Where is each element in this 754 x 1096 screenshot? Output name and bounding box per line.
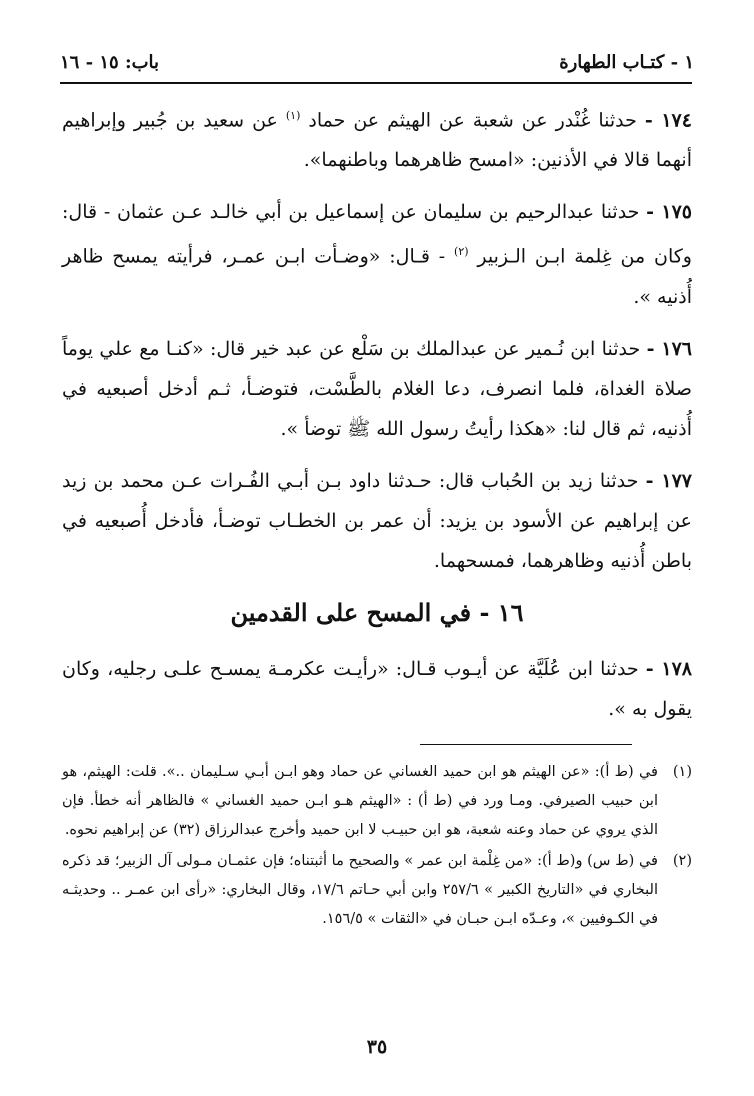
footnote-text: في (ط س) و(ط أ): «من غِلْمة ابن عمر » والصحيح ما أثبتناه؛ فإن عثمـان مـولى آل الزبير؛ قد ذكره البخاري في «التاريخ الكبير » ٢٥٧/٦ وابن أبي حـاتم ١٧/٦، وقال البخاري: «رأى ابن عمـر .. وحديثـه في الكـوفيين »، وعـدّه ابـن حبـان في «الثقات » ١٥٦/٥.	[62, 853, 658, 927]
footnote-ref[interactable]: (٢)	[454, 245, 469, 259]
hadith-176	[62, 329, 692, 449]
hadith-text: حدثنا ابن نُـمير عن عبدالملك بن سَلْع عن عبد خير قال: «كنـا مع علي يوماً صلاة الغداة، فلما انصرف، دعا الغلام بالطَّسْت، فتوضـأ، ثـم أدخل أصبعيه في أُذنيه، ثم قال لنا: «هكذا رأيتُ رسول الله ﷺ توضأ ».	[62, 337, 692, 440]
footnote-body	[62, 758, 658, 845]
footnote-mark: (٢)	[672, 853, 692, 869]
chapter-range: باب: ١٥ - ١٦	[60, 51, 160, 73]
hadith-text: عن سعيد بن جُبير وإبراهيم أنهما قالا في الأذنين: «امسح ظاهرهما وباطنهما».	[62, 109, 692, 172]
footnote-1	[62, 758, 692, 845]
footnotes	[62, 758, 692, 936]
hadith-175	[62, 192, 692, 316]
hadith-text: حدثنا ابن عُلَيَّة عن أيـوب قـال: «رأيـت عكرمـة يمسـح علـى رجليه، وكان يقول به ».	[62, 657, 692, 720]
hadith-178	[62, 649, 692, 729]
footnote-2	[62, 847, 692, 934]
hadith-text: حدثنا غُنْدر عن شعبة عن الهيثم عن حماد	[308, 109, 637, 132]
hadith-177	[62, 461, 692, 581]
footnote-text: في (ط أ): «عن الهيثم هو ابن حميد الغساني عن حماد وهو ابـن أبـي سـليمان ..». قلت: الهيثم، هو ابن حبيب الصيرفي. ومـا ورد في (ط أ) : «الهيثم هـو ابـن حميد الغساني » فالظاهر أنه خطأ. فإن الذي يروي عن حماد وعنه شعبة، هو ابن حبيـب لا ابن حميد وأخرج عبدالرزاق (٣٢) عن إبراهيم نحوه.	[62, 764, 658, 838]
hadith-text: - قـال: «وضـأت ابـن عمـر، فرأيته يمسح ظاهر أُذنيه ».	[62, 245, 692, 308]
hadith-text: حدثنا زيد بن الحُباب قال: حـدثنا داود بـن أبـي الفُـرات عـن محمد بن زيد عن إبراهيم عن الأسود بن يزيد: أن عمر بن الخطـاب توضـأ، فأدخل أُصبعيه في باطن أُذنيه وظاهرهما، فمسحهما.	[62, 469, 692, 572]
running-header	[60, 44, 694, 80]
hadith-text: حدثنا عبدالرحيم بن سليمان عن إسماعيل بن أبي خالـد عـن عثمان - قال: وكان من غِلمة ابـن الـزبير	[62, 201, 692, 268]
hadith-number: ١٧٧ -	[645, 469, 692, 492]
main-text	[62, 96, 692, 741]
book-title: ١ - كتـاب الطهارة	[559, 51, 694, 73]
hadith-number: ١٧٤ -	[644, 109, 692, 132]
chapter-heading: ١٦ - في المسح على القدمين	[230, 597, 524, 627]
header-rule	[60, 82, 692, 84]
hadith-number: ١٧٥ -	[646, 201, 692, 224]
page-number: ٣٥	[366, 1036, 388, 1058]
footnote-body	[62, 847, 658, 934]
footnote-ref[interactable]: (١)	[285, 109, 301, 122]
hadith-174	[62, 96, 692, 180]
footnote-mark: (١)	[672, 764, 692, 780]
hadith-number: ١٧٦ -	[646, 337, 692, 360]
hadith-number: ١٧٨ -	[645, 657, 692, 680]
footnote-separator	[420, 744, 632, 745]
